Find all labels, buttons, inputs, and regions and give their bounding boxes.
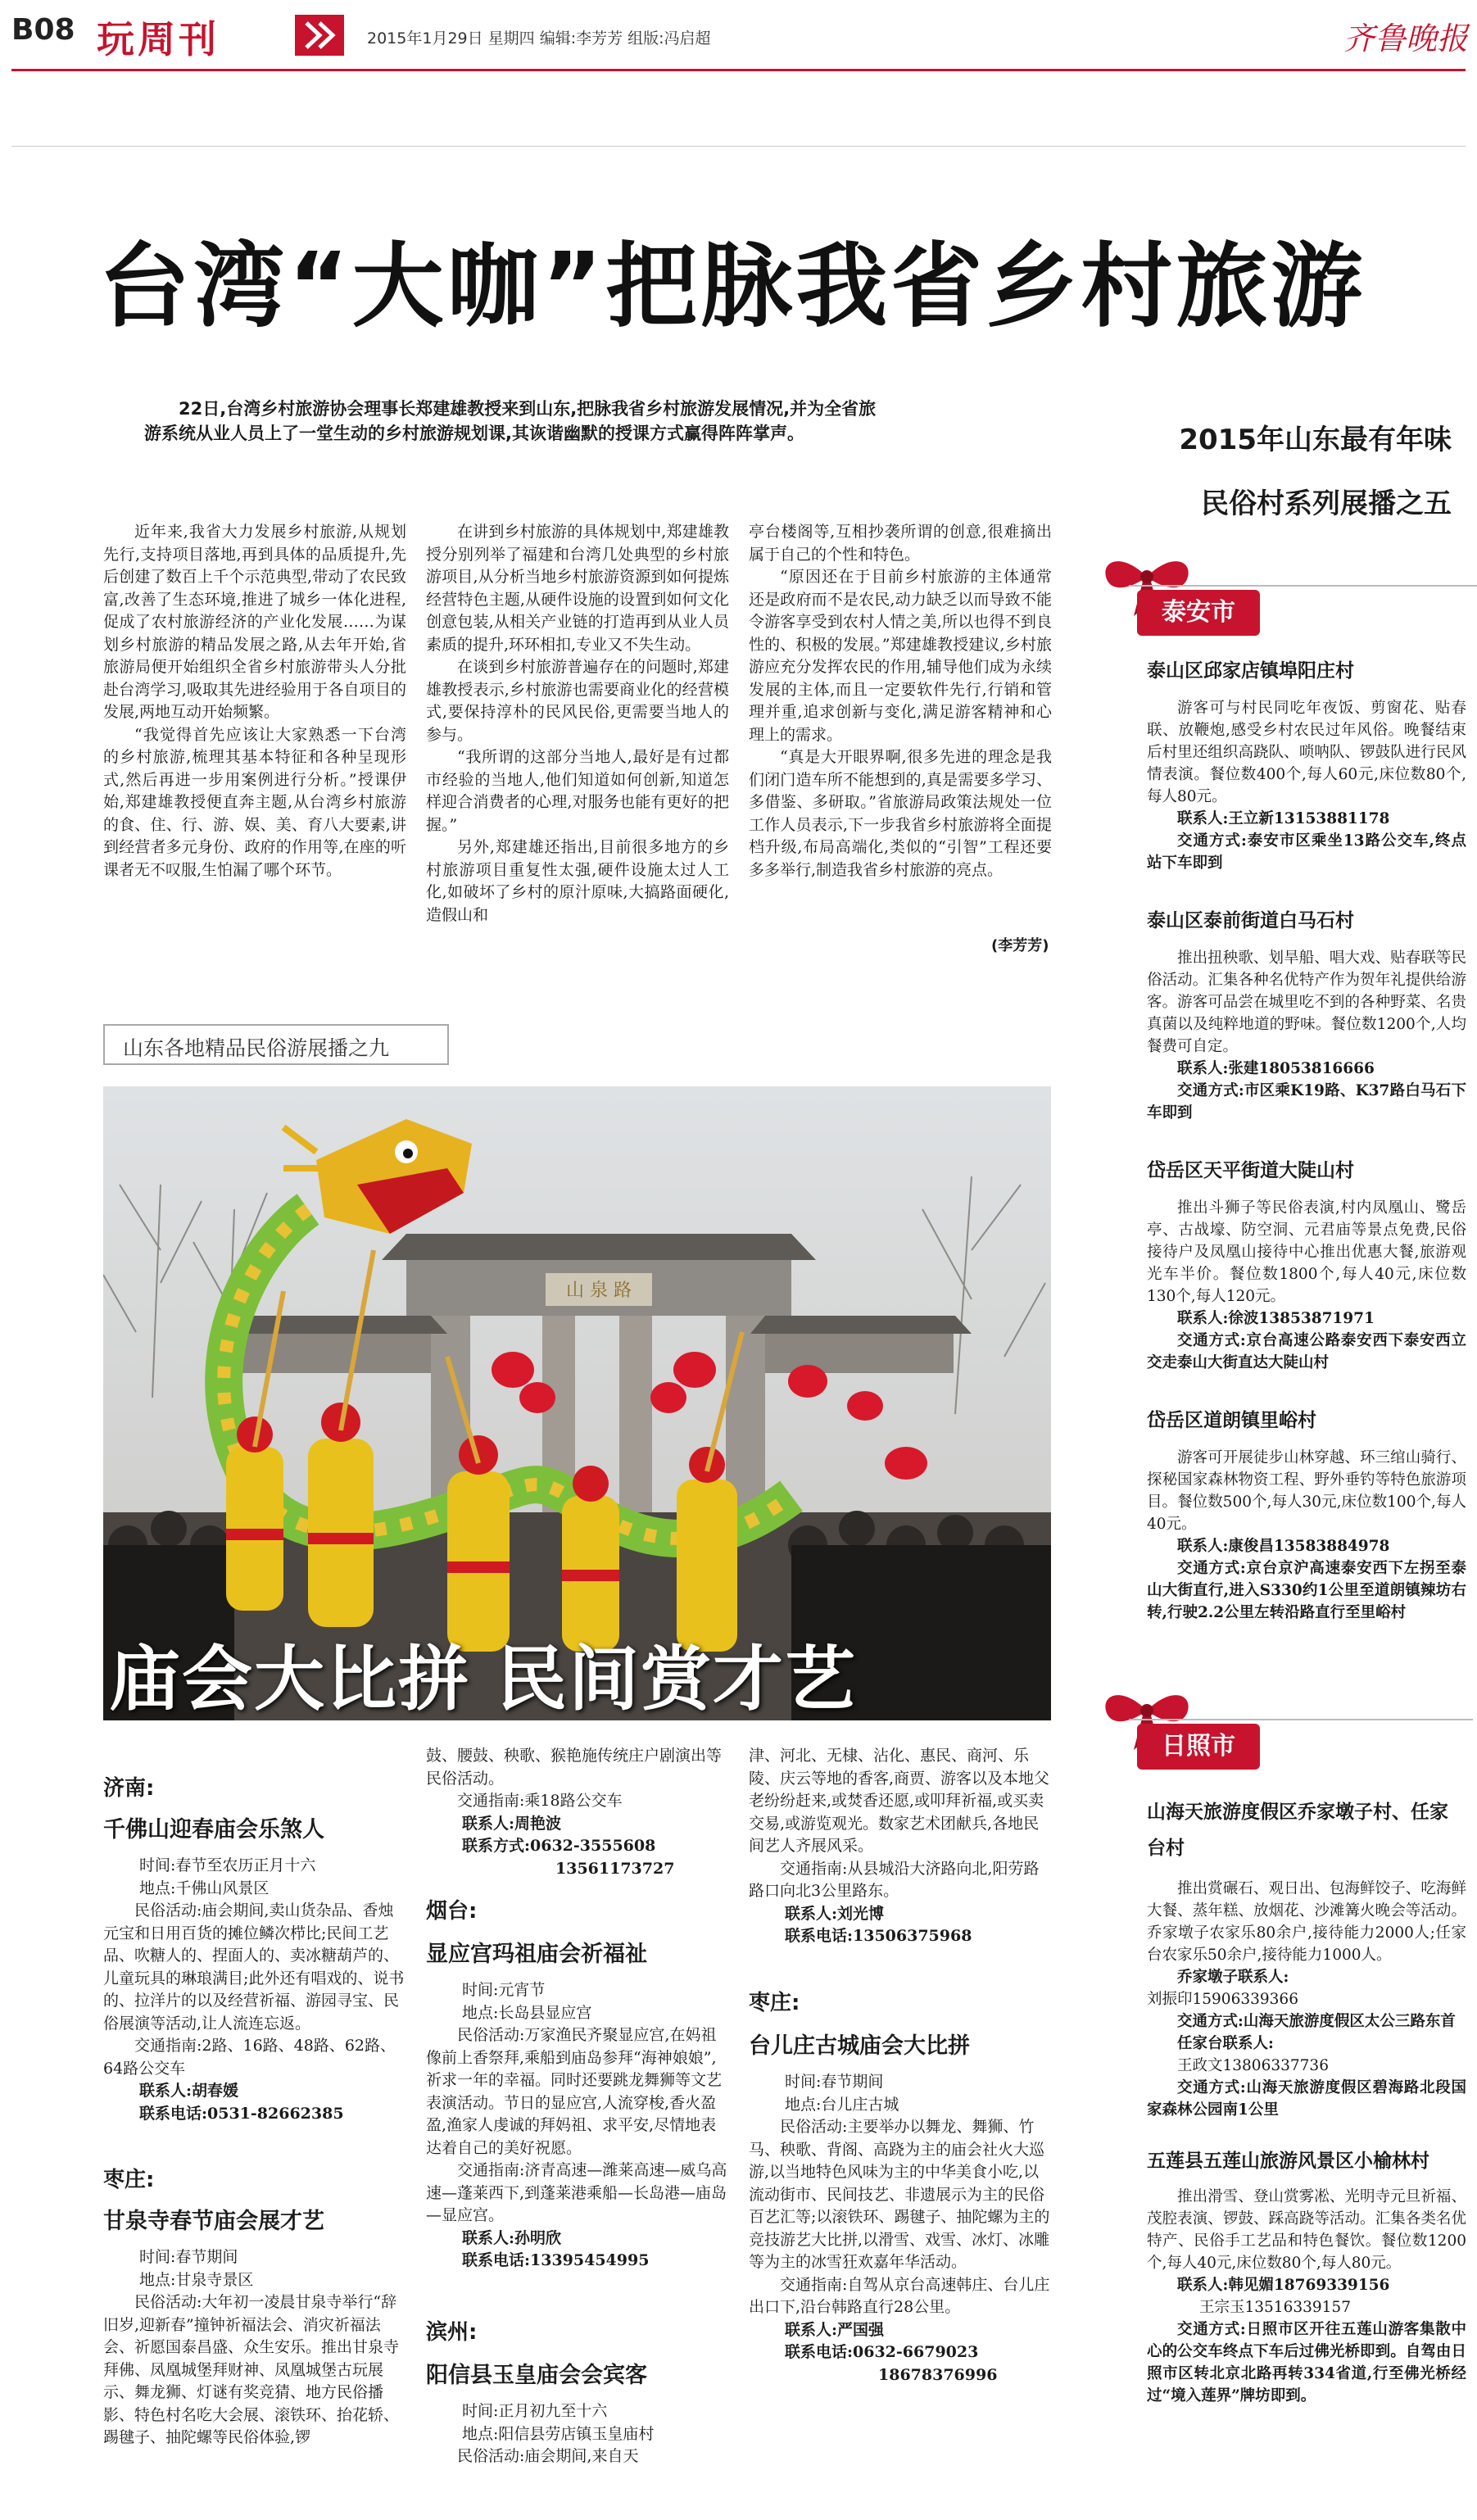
fair-activity: 民俗活动:大年初一凌晨甘泉寺举行“辞旧岁,迎新春”撞钟祈福法会、消灾祈福法会、祈愿国泰昌盛、众生安乐。推出甘泉寺拜佛、凤凰城堡拜财神、凤凰城堡古玩展示、舞龙狮、灯谜有奖竞猜、地方民俗播影、特色村名吃大会展、滚铁环、抬花轿、踢毽子、抽陀螺等民俗体验,锣 bbox=[103, 2293, 400, 2446]
headline-divider bbox=[11, 146, 1466, 147]
village-list-taian bbox=[1147, 655, 1466, 1624]
village-desc: 游客可开展徒步山林穿越、环三绾山骑行、探秘国家森林物资工程、野外垂钓等特色旅游项目。餐位数500个,每人30元,床位数100个,每人40元。 bbox=[1147, 1449, 1466, 1533]
newspaper-logo: 齐鲁晚报 bbox=[1343, 20, 1469, 57]
fair-place: 地点:甘泉寺景区 bbox=[139, 2270, 254, 2289]
fair-time: 时间:春节期间 bbox=[139, 2248, 238, 2266]
village-desc: 推出滑雪、登山赏雾凇、光明寺元旦祈福、茂腔表演、锣鼓、踩高跷等活动。汇集各类名优特产、民俗手工艺品和特色餐饮。餐位数1200个,每人40元,床位数80个,每人80元。 bbox=[1147, 2188, 1466, 2272]
fair-yantai bbox=[426, 1894, 729, 2273]
fair-place: 地点:长岛县显应宫 bbox=[462, 2003, 592, 2022]
fair-title: 显应宫玛祖庙会祈福祉 bbox=[426, 1942, 647, 1967]
article-paragraph: 在讲到乡村旅游的具体规划中,郑建雄教授分别列举了福建和台湾几处典型的乡村旅游项目,从分析当地乡村旅游资源到如何提炼经营特色主题,从硬件设施的设置到如何文化创意包装,从相关产业链的打造再到从业人员素质的提升,环环相扣,专业又不失生动。 bbox=[426, 523, 729, 654]
village-line: 刘振印15906339366 bbox=[1147, 1991, 1298, 2008]
fair-traffic: 交通指南:济青高速—潍莱高速—威乌高速—蓬莱西下,到蓬莱港乘船—长岛港—庙岛—显应宫。 bbox=[426, 2161, 727, 2224]
fair-activity-cont: 津、河北、无棣、沾化、惠民、商河、乐陵、庆云等地的香客,商贾、游客以及本地父老纷纷赶来,或焚香还愿,或叩拜祈福,或买卖交易,或游览观光。数家艺术团献兵,各地民间艺人齐展风采。 bbox=[749, 1747, 1050, 1855]
fair-contact: 联系人:刘光博 bbox=[785, 1904, 885, 1923]
village-body bbox=[1147, 1197, 1466, 1374]
village-body bbox=[1147, 697, 1466, 874]
article-paragraph: “我觉得首先应该让大家熟悉一下台湾的乡村旅游,梳理其基本特征和各种呈现形式,然后再进一步用案例进行分析。”授课伊始,郑建雄教授便直奔主题,从台湾乡村旅游的食、住、行、游、娱、美、育八大要素,讲到经营者多元身份、政府的作用等,在座的听课者无不叹服,生怕漏了哪个环节。 bbox=[103, 725, 406, 879]
village-line: 王政文13806337736 bbox=[1177, 2057, 1329, 2074]
village-traffic: 交通方式:泰安市区乘坐13路公交车,终点站下车即到 bbox=[1147, 832, 1466, 872]
fair-phone: 联系电话:0531-82662385 bbox=[139, 2104, 344, 2123]
fair-city: 枣庄: bbox=[103, 2168, 155, 2192]
article-paragraph: “真是大开眼界啊,很多先进的理念是我们闭门造车所不能想到的,真是需要多学习、多借鉴、多研取。”省旅游局政策法规处一位工作人员表示,下一步我省乡村旅游将全面提档升级,布局高端化,类似的“引智”工程还要多多举行,制造我省乡村旅游的亮点。 bbox=[749, 748, 1052, 879]
lead-text: 22日,台湾乡村旅游协会理事长郑建雄教授来到山东,把脉我省乡村旅游发展情况,并为全省旅游系统从业人员上了一堂生动的乡村旅游规划课,其诙谐幽默的授课方式赢得阵阵掌声。 bbox=[144, 399, 877, 443]
article-column-1 bbox=[103, 521, 406, 882]
photo-caption: 庙会大比拼 民间赏才艺 bbox=[110, 1638, 857, 1720]
article-column-2 bbox=[426, 521, 729, 927]
village-line: 任家台联系人: bbox=[1177, 2035, 1274, 2052]
village-desc: 推出扭秧歌、划旱船、唱大戏、贴春联等民俗活动。汇集各种名优特产作为贺年礼提供给游客。游客可品尝在城里吃不到的各种野菜、名贵真菌以及纯粹地道的野味。餐位数1200个,人均餐费可自定。 bbox=[1147, 950, 1466, 1055]
fair-title: 甘泉寺春节庙会展才艺 bbox=[103, 2209, 324, 2234]
tag-rule bbox=[1129, 585, 1477, 587]
village-desc: 推出斗狮子等民俗表演,村内凤凰山、鹭岳亭、古战壕、防空洞、元君庙等景点免费,民俗接待户及凤凰山接待中心推出优惠大餐,旅游观光车半价。餐位数1800个,每人40元,床位数130个,每人120元。 bbox=[1147, 1199, 1466, 1305]
fair-zaozhuang-ganquan-cont bbox=[426, 1745, 729, 1880]
village-body bbox=[1147, 947, 1466, 1124]
fair-time: 时间:春节至农历正月十六 bbox=[139, 1856, 316, 1874]
fair-place: 地点:千佛山风景区 bbox=[139, 1879, 270, 1897]
fair-zaozhuang-ganquan bbox=[103, 2163, 406, 2450]
fair-time: 时间:正月初九至十六 bbox=[462, 2402, 608, 2420]
fair-place: 地点:阳信县劳店镇玉皇庙村 bbox=[462, 2424, 655, 2443]
village-contact: 联系人:徐波13853871971 bbox=[1177, 1310, 1375, 1327]
fair-city: 济南: bbox=[103, 1776, 155, 1801]
fair-info bbox=[103, 2246, 406, 2450]
village-contact: 联系人:王立新13153881178 bbox=[1177, 810, 1390, 827]
fair-time: 时间:元宵节 bbox=[462, 1981, 546, 1999]
village-desc: 游客可与村民同吃年夜饭、剪窗花、贴春联、放鞭炮,感受乡村农民过年风俗。晚餐结束后村里还组织高跷队、唢呐队、锣鼓队进行民风情表演。餐位数400个,每人60元,床位数80个,每人80元。 bbox=[1147, 700, 1466, 805]
fair-activity: 民俗活动:万家渔民齐聚显应宫,在妈祖像前上香祭拜,乘船到庙岛参拜“海神娘娘”,祈求一年的幸福。同时还要跳龙舞狮等文艺表演活动。节日的显应宫,人流穿梭,香火盈盈,渔家人虔诚的拜妈祖、求平安,尽情地表达着自己的美好祝愿。 bbox=[426, 2026, 723, 2157]
fair-city: 烟台: bbox=[426, 1899, 478, 1924]
village-title: 岱岳区道朗镇里峪村 bbox=[1147, 1410, 1316, 1431]
section-title: 玩周刊 bbox=[97, 17, 220, 61]
issue-meta: 2015年1月29日 星期四 编辑:李芳芳 组版:冯启超 bbox=[367, 29, 711, 48]
village-list-rizhao bbox=[1147, 1794, 1466, 2407]
series-title-line: 民俗村系列展播之五 bbox=[1201, 487, 1452, 520]
article-paragraph: 另外,郑建雄还指出,目前很多地方的乡村旅游项目重复性太强,硬件设施太过人工化,如破坏了乡村的原汁原味,大搞路面硬化,造假山和 bbox=[426, 838, 729, 924]
fair-info bbox=[749, 2071, 1052, 2386]
village-series-title bbox=[1132, 408, 1452, 536]
lead-paragraph bbox=[144, 397, 886, 446]
village-line: 王宗玉13516339157 bbox=[1199, 2299, 1351, 2316]
fair-activity-cont: 鼓、腰鼓、秧歌、猴艳施传统庄户剧演出等民俗活动。 bbox=[426, 1747, 723, 1788]
fair-activity: 民俗活动:庙会期间,卖山货杂品、香烛元宝和日用百货的摊位鳞次栉比;民间工艺品、吹糖人的、捏面人的、卖冰糖葫芦的、儿童玩具的琳琅满目;此外还有唱戏的、说书的、拉洋片的以及经营祈福、游园寻宝、民俗展演等活动,让人流连忘返。 bbox=[103, 1901, 405, 2033]
fair-traffic: 交通指南:自驾从京台高速韩庄、台儿庄出口下,沿台韩路直行28公里。 bbox=[749, 2275, 1050, 2316]
fair-phone: 18678376996 bbox=[878, 2365, 998, 2384]
village-title: 岱岳区天平街道大陡山村 bbox=[1147, 1160, 1354, 1181]
header-divider bbox=[11, 69, 1466, 71]
fair-phone: 联系电话:13506375968 bbox=[785, 1927, 972, 1945]
fair-contact: 联系人:孙明欣 bbox=[462, 2228, 562, 2247]
fair-place: 地点:台儿庄古城 bbox=[785, 2095, 899, 2114]
village-contact: 联系人:张建18053816666 bbox=[1177, 1060, 1375, 1077]
page-number: B08 bbox=[11, 13, 75, 47]
photo-section-label bbox=[103, 1024, 449, 1065]
fair-title: 千佛山迎春庙会乐煞人 bbox=[103, 1817, 324, 1842]
village-line: 乔家墩子联系人: bbox=[1177, 1969, 1289, 1986]
fair-binzhou-cont bbox=[749, 1745, 1052, 1948]
fair-traffic: 交通指南:2路、16路、48路、62路、64路公交车 bbox=[103, 2037, 396, 2078]
fair-city: 枣庄: bbox=[749, 1991, 800, 2015]
fair-phone: 联系方式:0632-3555608 bbox=[462, 1837, 656, 1855]
city-tag-taian: 泰安市 bbox=[1137, 590, 1260, 636]
article-byline: (李芳芳) bbox=[991, 937, 1049, 954]
village-body bbox=[1147, 1447, 1466, 1624]
fair-time: 时间:春节期间 bbox=[785, 2073, 884, 2091]
series-title-line: 2015年山东最有年味 bbox=[1179, 424, 1452, 456]
fair-activity: 民俗活动:庙会期间,来自天 bbox=[457, 2447, 639, 2465]
fair-jinan bbox=[103, 1771, 406, 2125]
village-line: 联系人:韩见媚18769339156 bbox=[1177, 2277, 1390, 2294]
fair-info bbox=[426, 1979, 729, 2273]
article-paragraph: “我所谓的这部分当地人,最好是有过都市经验的当地人,他们知道如何创新,知道怎样迎合消费者的心理,对服务也能有更好的把握。” bbox=[426, 748, 729, 834]
village-traffic: 交通方式:京台京沪高速泰安西下左拐至泰山大街直行,进入S330约1公里至道朗镇辣坊右转,行驶2.2公里左转沿路直行至里峪村 bbox=[1147, 1560, 1466, 1621]
city-tag-rizhao: 日照市 bbox=[1137, 1724, 1260, 1770]
chevron-right-icon bbox=[295, 15, 344, 56]
village-line: 交通方式:山海天旅游度假区太公三路东首 bbox=[1177, 2013, 1456, 2030]
fair-contact: 联系人:周艳波 bbox=[462, 1814, 562, 1833]
gate-plaque: 山 泉 路 bbox=[566, 1280, 632, 1301]
main-headline: 台湾“大咖”把脉我省乡村旅游 bbox=[98, 233, 1366, 340]
fair-phone: 13561173727 bbox=[555, 1859, 675, 1878]
fair-contact: 联系人:胡春媛 bbox=[139, 2082, 239, 2100]
village-title: 泰山区邱家店镇埠阳庄村 bbox=[1147, 660, 1354, 682]
fair-info bbox=[103, 1855, 406, 2125]
tag-rule bbox=[1129, 1719, 1473, 1720]
village-desc: 推出赏碾石、观日出、包海鲜饺子、吃海鲜大餐、蒸年糕、放烟花、沙滩篝火晚会等活动。乔家墩子农家乐80余户,接待能力2000人;任家台农家乐50余户,接待能力1000人。 bbox=[1147, 1880, 1466, 1964]
village-traffic: 交通方式:京台高速公路泰安西下泰安西立交走泰山大街直达大陡山村 bbox=[1147, 1332, 1466, 1371]
fair-city: 滨州: bbox=[426, 2320, 478, 2345]
fair-contact: 联系人:严国强 bbox=[785, 2320, 885, 2339]
fair-activity: 民俗活动:主要举办以舞龙、舞狮、竹马、秧歌、背阁、高跷为主的庙会社火大巡游,以当地特色风味为主的中华美食小吃,以流动街市、民间技艺、非遗展示为主的民俗百艺汇等;以滚铁环、踢毽子、抽陀螺为主的竞技游艺大比拼,以滑雪、戏雪、冰灯、冰雕等为主的冰雪狂欢嘉年华活动。 bbox=[749, 2118, 1050, 2271]
article-paragraph: 近年来,我省大力发展乡村旅游,从规划先行,支持项目落地,再到具体的品质提升,先后创建了数百上千个示范典型,带动了农民致富,改善了生态环境,推进了城乡一体化进程,促成了农村旅游经济的产业化发展……为谋划乡村旅游的精品发展之路,从去年开始,省旅游局便开始组织全省乡村旅游带头人分批赴台湾学习,吸取其先进经验用于各自项目的发展,两地互动开始频繁。 bbox=[103, 523, 406, 721]
fair-title: 台儿庄古城庙会大比拼 bbox=[749, 2033, 970, 2059]
fair-traffic: 交通指南:乘18路公交车 bbox=[457, 1792, 623, 1810]
fair-info bbox=[426, 2400, 729, 2468]
village-title: 泰山区泰前街道白马石村 bbox=[1147, 910, 1354, 931]
photo-section-label-text: 山东各地精品民俗游展播之九 bbox=[123, 1036, 390, 1060]
article-paragraph: 在谈到乡村旅游普遍存在的问题时,郑建雄教授表示,乡村旅游也需要商业化的经营模式,要保持淳朴的民风民俗,更需要当地人的参与。 bbox=[426, 658, 729, 744]
village-title: 五莲县五莲山旅游风景区小榆林村 bbox=[1147, 2151, 1429, 2172]
fair-phone: 联系电话:13395454995 bbox=[462, 2251, 650, 2269]
fair-phone: 联系电话:0632-6679023 bbox=[785, 2343, 979, 2361]
article-paragraph: 亭台楼阁等,互相抄袭所谓的创意,很难摘出属于自己的个性和特色。 bbox=[749, 523, 1052, 564]
village-title: 山海天旅游度假区乔家墩子村、任家台村 bbox=[1147, 1802, 1448, 1859]
fair-traffic: 交通指南:从县城沿大济路向北,阳劳路路口向北3公里路东。 bbox=[749, 1859, 1040, 1900]
article-paragraph: “原因还在于目前乡村旅游的主体通常还是政府而不是农民,动力缺乏以而导致不能令游客享受到农村人情之美,所以也得不到良性的、积极的发展。”郑建雄教授建议,乡村旅游应充分发挥农民的作用,辅导他们成为永续发展的主体,而且一定要软件先行,行销和管理并重,追求创新与变化,满足游客精神和心理上的需求。 bbox=[749, 568, 1052, 744]
village-body bbox=[1147, 2186, 1466, 2407]
village-contact: 联系人:康俊昌13583884978 bbox=[1177, 1538, 1390, 1555]
fair-taierzhuang bbox=[749, 1986, 1052, 2386]
village-line: 交通方式:日照市区开往五莲山游客集散中心的公交车终点下车后过佛光桥即到。自驾由日照市区转北京北路再转334省道,行至佛光桥经过“境入莲界”牌坊即到。 bbox=[1147, 2321, 1466, 2404]
village-body bbox=[1147, 1878, 1466, 2121]
article-column-3 bbox=[749, 521, 1052, 882]
fair-title: 阳信县玉皇庙会会宾客 bbox=[426, 2363, 647, 2388]
fair-binzhou bbox=[426, 2315, 729, 2468]
village-traffic: 交通方式:市区乘K19路、K37路白马石下车即到 bbox=[1147, 1082, 1466, 1122]
village-line: 交通方式:山海天旅游度假区碧海路北段国家森林公园南1公里 bbox=[1147, 2079, 1466, 2119]
